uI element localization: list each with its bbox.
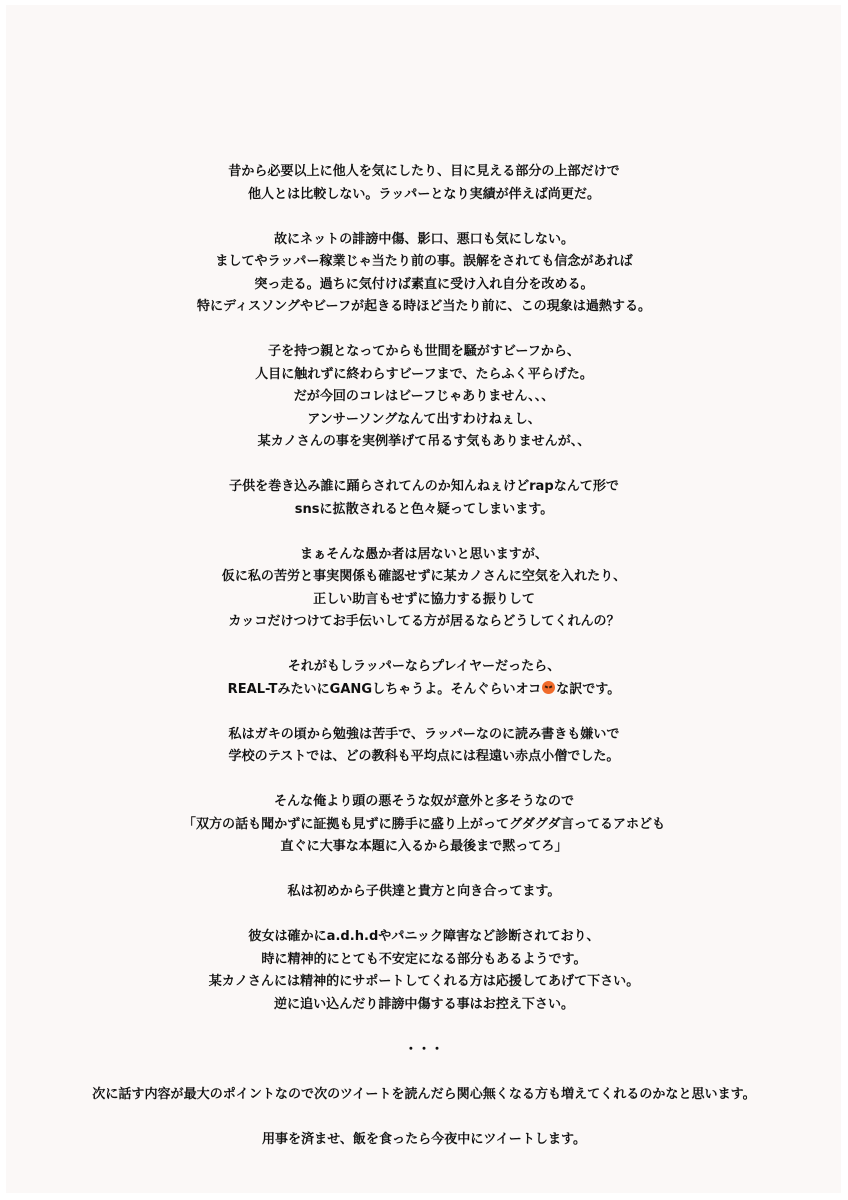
text-line: 故にネットの誹謗中傷、影口、悪口も気にしない。 bbox=[273, 231, 575, 247]
text-line: 突っ走る。過ちに気付けば素直に受け入れ自分を改める。 bbox=[254, 276, 594, 292]
text-line: それがもしラッパーならプレイヤーだったら、 bbox=[287, 659, 561, 674]
text-line: ・・・ bbox=[404, 1041, 444, 1057]
text-line: そんな俺より頭の悪そうな奴が意外と多そうなので bbox=[273, 794, 575, 809]
text-line: 昔から必要以上に他人を気にしたり、目に見える部分の上部だけで bbox=[228, 164, 620, 179]
paragraph-9 bbox=[0, 881, 848, 904]
angry-face-icon bbox=[542, 681, 555, 694]
paragraph-4 bbox=[0, 476, 848, 521]
text-line: まぁそんな愚か者は居ないと思いますが、 bbox=[300, 546, 548, 562]
text-line: 正しい助言もせずに協力する振りして bbox=[313, 591, 535, 607]
text-line: カッコだけつけてお手伝いしてる方が居るならどうしてくれんの？ bbox=[228, 614, 620, 629]
paragraph-6 bbox=[0, 656, 848, 701]
text-segment: REAL-TみたいにGANGしちゃうよ。そんぐらいオコ bbox=[227, 681, 542, 697]
paragraph-7 bbox=[0, 724, 848, 769]
paragraph-3 bbox=[0, 341, 848, 454]
text-line: snsに拡散されると色々疑ってしまいます。 bbox=[294, 501, 554, 517]
paragraph-12 bbox=[0, 1084, 848, 1107]
text-line: 時に精神的にとても不安定になる部分もあるようです。 bbox=[261, 951, 587, 967]
text-line: 某カノさんには精神的にサポートしてくれる方は応援してあげて下さい。 bbox=[208, 974, 640, 989]
text-line: 「双方の話も聞かずに証拠も見ずに勝手に盛り上がってグダグダ言ってるアホども bbox=[182, 816, 666, 832]
text-line: 仮に私の苦労と事実関係も確認せずに某カノさんに空気を入れたり、 bbox=[221, 569, 627, 584]
text-line: 私は初めから子供達と貴方と向き合ってます。 bbox=[287, 884, 561, 899]
text-line: 某カノさんの事を実例挙げて吊るす気もありませんが、、 bbox=[257, 434, 591, 449]
text-segment: な訳です。 bbox=[556, 681, 621, 697]
paragraph-13 bbox=[0, 1129, 848, 1152]
text-line: 私はガキの頃から勉強は苦手で、ラッパーなのに読み書きも嫌いで bbox=[228, 726, 620, 742]
paragraph-ellipsis bbox=[0, 1039, 848, 1062]
text-line: 子を持つ親となってからも世間を騒がすビーフから、 bbox=[268, 344, 580, 359]
text-line: 逆に追い込んだり誹謗中傷する事はお控え下さい。 bbox=[273, 996, 575, 1012]
paragraph-1 bbox=[0, 161, 848, 206]
text-line: 直ぐに大事な本題に入るから最後まで黙ってろ」 bbox=[280, 839, 568, 854]
paragraph-5 bbox=[0, 544, 848, 634]
text-line: 用事を済ませ、飯を食ったら今夜中にツイートします。 bbox=[261, 1131, 587, 1147]
paragraph-10 bbox=[0, 926, 848, 1016]
text-line-with-emoji bbox=[0, 679, 848, 702]
text-line: 次に話す内容が最大のポイントなので次のツイートを読んだら関心無くなる方も増えてくれるのかなと思います。 bbox=[92, 1086, 756, 1102]
text-line: 特にディスソングやビーフが起きる時ほど当たり前に、この現象は過熱する。 bbox=[196, 299, 652, 314]
text-line: ましてやラッパー稼業じゃ当たり前の事。誤解をされても信念があれば bbox=[215, 254, 633, 269]
text-line: 人目に触れずに終わらすビーフまで、たらふく平らげた。 bbox=[255, 366, 593, 382]
paragraph-8 bbox=[0, 791, 848, 859]
text-line: 学校のテストでは、どの教科も平均点には程遠い赤点小僧でした。 bbox=[228, 749, 620, 764]
text-line: だが今回のコレはビーフじゃありません、、、 bbox=[293, 389, 555, 404]
text-line: 他人とは比較しない。ラッパーとなり実績が伴えば尚更だ。 bbox=[247, 186, 600, 202]
text-line: アンサーソングなんて出すわけねぇし、 bbox=[307, 411, 541, 427]
text-line: 彼女は確かにa.d.h.dやパニック障害など診断されており、 bbox=[248, 929, 600, 944]
document-body bbox=[0, 161, 848, 1174]
text-line: 子供を巻き込み誰に踊らされてんのか知んねぇけどrapなんて形で bbox=[229, 479, 619, 494]
paragraph-2 bbox=[0, 229, 848, 319]
